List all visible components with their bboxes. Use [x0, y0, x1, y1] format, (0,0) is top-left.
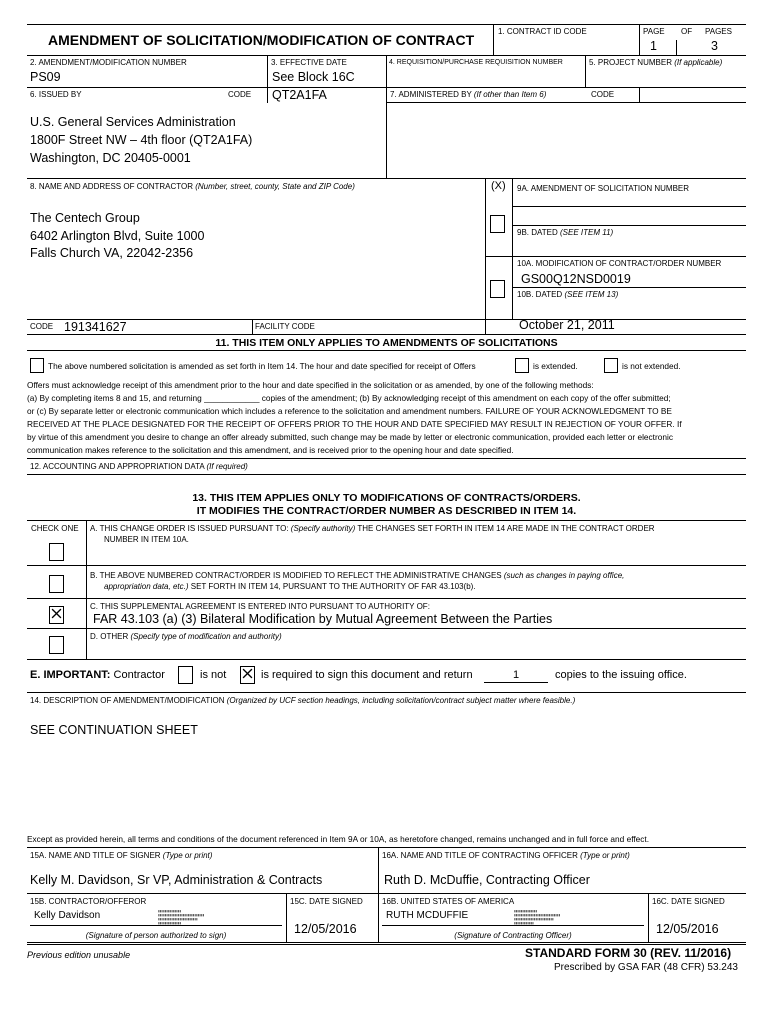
date-signed-16c-label: 16C. DATE SIGNED	[652, 897, 725, 906]
rule	[512, 225, 746, 226]
rule	[386, 55, 387, 178]
modification-number-label: 10A. MODIFICATION OF CONTRACT/ORDER NUMBER	[517, 259, 722, 268]
rule	[27, 334, 746, 335]
description-label: 14. DESCRIPTION OF AMENDMENT/MODIFICATION (Organized by UCF section headings, including solicitation/contract subject matter where feasible.)	[30, 696, 576, 705]
amendment-number-value: PS09	[30, 70, 61, 84]
usa-label: 16B. UNITED STATES OF AMERICA	[382, 897, 515, 906]
rule	[252, 319, 253, 334]
of-label: OF	[681, 27, 693, 36]
rule	[648, 893, 649, 943]
is-not-required-checkbox[interactable]	[178, 666, 193, 684]
item13a-text: A. THIS CHANGE ORDER IS ISSUED PURSUANT TO: (Specify authority) THE CHANGES SET FORTH IN ITEM 14 ARE MADE IN THE CONTRACT ORDER	[90, 524, 655, 533]
rule	[27, 659, 746, 660]
copies-suffix: copies to the issuing office.	[555, 669, 687, 681]
item13b-text-2: appropriation data, etc.) SET FORTH IN ITEM 14, PURSUANT TO THE AUTHORITY OF FAR 43.103(b).	[104, 582, 476, 591]
option-d-checkbox[interactable]	[49, 636, 64, 654]
is-required-checkbox[interactable]	[240, 666, 255, 684]
check-x-icon	[51, 608, 62, 619]
modification-checkbox[interactable]	[490, 280, 505, 298]
rule	[27, 565, 746, 566]
rule	[512, 287, 746, 288]
previous-edition-note: Previous edition unusable	[27, 950, 131, 960]
item13-heading: 13. THIS ITEM APPLIES ONLY TO MODIFICATIONS OF CONTRACTS/ORDERS.	[192, 492, 581, 504]
item11-line: communication makes reference to the solicitation and this amendment, and is received prior to the opening hour and date specified.	[27, 445, 514, 455]
modification-number-value: GS00Q12NSD0019	[521, 272, 631, 286]
rule	[639, 87, 640, 102]
rule	[27, 628, 746, 629]
rule	[27, 942, 746, 943]
date-signed-15c-value: 12/05/2016	[294, 922, 357, 936]
x-column-label: (X)	[491, 180, 506, 192]
facility-code-label: FACILITY CODE	[255, 322, 315, 331]
option-b-checkbox[interactable]	[49, 575, 64, 593]
officer-name-label: 16A. NAME AND TITLE OF CONTRACTING OFFICER (Type or print)	[382, 851, 630, 860]
prescribed-by: Prescribed by GSA FAR (48 CFR) 53.243	[554, 962, 738, 973]
item13b-text: B. THE ABOVE NUMBERED CONTRACT/ORDER IS MODIFIED TO REFLECT THE ADMINISTRATIVE CHANGES (such as changes in paying office,	[90, 571, 625, 580]
item11-heading: 11. THIS ITEM ONLY APPLIES TO AMENDMENTS OF SOLICITATIONS	[215, 337, 558, 349]
dated-10b-label: 10B. DATED (SEE ITEM 13)	[517, 290, 619, 299]
rule	[512, 206, 746, 207]
item13d-text: D. OTHER (Specify type of modification and authority)	[90, 632, 282, 641]
not-extended-checkbox[interactable]	[604, 358, 618, 373]
contractor-code-label: CODE	[30, 322, 54, 331]
rule	[585, 55, 586, 87]
item13c-value: FAR 43.103 (a) (3) Bilateral Modification by Mutual Agreement Between the Parties	[93, 612, 553, 626]
description-body: SEE CONTINUATION SHEET	[30, 723, 198, 737]
item11-line: Offers must acknowledge receipt of this amendment prior to the hour and date specified in the solicitation or as amended, by one of the following methods:	[27, 380, 594, 390]
is-required-label: is required to sign this document and return	[261, 669, 473, 681]
pages-total: 3	[711, 39, 718, 53]
check-x-icon	[242, 668, 253, 679]
item13c-text: C. THIS SUPPLEMENTAL AGREEMENT IS ENTERED INTO PURSUANT TO AUTHORITY OF:	[90, 602, 430, 611]
rule	[378, 847, 379, 943]
date-signed-16c-value: 12/05/2016	[656, 922, 719, 936]
issued-by-label: 6. ISSUED BY	[30, 90, 82, 99]
except-text: Except as provided herein, all terms and conditions of the document referenced in Item 9A or 10A, as heretofore changed, remains unchanged and in full force and effect.	[27, 834, 650, 844]
contractor-label: 8. NAME AND ADDRESS OF CONTRACTOR (Number, street, county, State and ZIP Code)	[30, 182, 355, 191]
administered-by-label: 7. ADMINISTERED BY (If other than Item 6)	[390, 90, 547, 99]
rule	[493, 24, 494, 55]
issued-code-label: CODE	[228, 90, 252, 99]
issuer-address-line: 1800F Street NW – 4th floor (QT2A1FA)	[30, 133, 253, 147]
effective-date-value: See Block 16C	[272, 70, 355, 84]
signature-line	[382, 925, 644, 926]
signature-caption: (Signature of person authorized to sign)	[85, 931, 227, 940]
rule	[27, 520, 746, 521]
rule	[27, 598, 746, 599]
dated-9b-label: 9B. DATED (SEE ITEM 11)	[517, 228, 614, 237]
extended-checkbox[interactable]	[515, 358, 529, 373]
rule	[485, 256, 746, 257]
date-signed-15c-label: 15C. DATE SIGNED	[290, 897, 363, 906]
officer-name-value: Ruth D. McDuffie, Contracting Officer	[384, 873, 590, 887]
requisition-label: 4. REQUISITION/PURCHASE REQUISITION NUMBER	[389, 59, 563, 66]
contractor-signature-name: Kelly Davidson	[34, 910, 101, 921]
amendment-checkbox[interactable]	[490, 215, 505, 233]
contractor-offeror-label: 15B. CONTRACTOR/OFFEROR	[30, 897, 147, 906]
is-not-label: is not	[200, 669, 227, 681]
rule	[27, 178, 746, 179]
item13-subheading: IT MODIFIES THE CONTRACT/ORDER NUMBER AS DESCRIBED IN ITEM 14.	[196, 505, 577, 517]
digital-signature-stamp: ▮▮▮▮▮▮▮▮▮▮▮▮▮▮ ▮▮▮▮▮▮▮▮▮▮▮▮▮▮▮▮▮▮▮▮▮▮▮▮▮▮▮▮ ▮▮▮▮▮▮▮▮▮▮▮▮▮▮▮▮▮▮▮▮▮▮▮▮ ▮▮▮▮▮▮▮▮▮▮▮▮	[514, 909, 561, 925]
contractor-address-line: The Centech Group	[30, 211, 140, 225]
rule	[27, 944, 746, 945]
rule	[27, 319, 746, 320]
effective-date-label: 3. EFFECTIVE DATE	[271, 58, 347, 67]
rule	[27, 350, 746, 351]
important-label-group: E. IMPORTANT: Contractor	[30, 669, 165, 681]
option-c-checkbox[interactable]	[49, 606, 64, 624]
rule	[485, 178, 486, 334]
rule	[386, 102, 746, 103]
signature-line	[30, 925, 282, 926]
officer-signature-caption: (Signature of Contracting Officer)	[454, 931, 572, 940]
rule	[267, 55, 268, 103]
rule	[27, 847, 746, 848]
amendment-number-label: 2. AMENDMENT/MODIFICATION NUMBER	[30, 58, 187, 67]
item11-line: The above numbered solicitation is amended as set forth in Item 14. The hour and date specified for receipt of Offers	[48, 361, 476, 371]
item11-line: or (c) By separate letter or electronic communication which includes a reference to the solicitation and amendment numbers. FAILURE OF YOUR ACKNOWLEDGMENT TO BE	[27, 406, 672, 416]
contractor-address-line: 6402 Arlington Blvd, Suite 1000	[30, 229, 205, 243]
item13a-text-2: NUMBER IN ITEM 10A.	[104, 535, 189, 544]
is-extended-label: is extended.	[533, 361, 578, 371]
amendment-solicitation-label: 9A. AMENDMENT OF SOLICITATION NUMBER	[517, 184, 690, 193]
signer-name-value: Kelly M. Davidson, Sr VP, Administration & Contracts	[30, 873, 323, 887]
rule	[27, 893, 746, 894]
page-label: PAGE	[643, 27, 665, 36]
signer-name-label: 15A. NAME AND TITLE OF SIGNER (Type or print)	[30, 851, 213, 860]
dated-10b-value: October 21, 2011	[519, 318, 615, 332]
issuer-address-line: U.S. General Services Administration	[30, 115, 236, 129]
page-number: 1	[650, 39, 657, 53]
issued-code-value: QT2A1FA	[272, 88, 327, 102]
pages-label: PAGES	[705, 27, 732, 36]
solicitation-amended-checkbox[interactable]	[30, 358, 44, 373]
item11-line: by virtue of this amendment you desire to change an offer already submitted, such change may be made by letter or electronic communication, provided each letter or electronic	[27, 432, 673, 442]
rule	[27, 692, 746, 693]
rule	[639, 24, 640, 55]
rule	[27, 458, 746, 459]
check-one-label: CHECK ONE	[31, 524, 79, 533]
rule	[286, 893, 287, 943]
officer-signature-name: RUTH MCDUFFIE	[386, 910, 469, 921]
contractor-code-value: 191341627	[64, 320, 127, 334]
item11-line: (a) By completing items 8 and 15, and returning ____________ copies of the amendment; (b) By acknowledging receipt of this amendment on each copy of the offer submitted;	[27, 393, 671, 403]
form-title: AMENDMENT OF SOLICITATION/MODIFICATION OF CONTRACT	[48, 32, 475, 48]
project-number-label: 5. PROJECT NUMBER (If applicable)	[589, 58, 723, 67]
digital-signature-stamp: ▮▮▮▮▮▮▮▮▮▮▮▮▮▮ ▮▮▮▮▮▮▮▮▮▮▮▮▮▮▮▮▮▮▮▮▮▮▮▮▮▮▮▮ ▮▮▮▮▮▮▮▮▮▮▮▮▮▮▮▮▮▮▮▮▮▮▮▮ ▮▮▮▮▮▮▮▮▮▮▮▮▮▮	[158, 909, 205, 925]
copies-value: 1	[484, 669, 548, 683]
rule	[512, 178, 513, 319]
accounting-label: 12. ACCOUNTING AND APPROPRIATION DATA (If required)	[30, 462, 248, 471]
administered-code-label: CODE	[591, 90, 615, 99]
is-not-extended-label: is not extended.	[622, 361, 681, 371]
rule	[676, 40, 677, 55]
rule	[86, 520, 87, 659]
rule	[27, 474, 746, 475]
option-a-checkbox[interactable]	[49, 543, 64, 561]
contractor-address-line: Falls Church VA, 22042-2356	[30, 246, 194, 260]
issuer-address-line: Washington, DC 20405-0001	[30, 151, 191, 165]
standard-form-title: STANDARD FORM 30 (REV. 11/2016)	[525, 946, 732, 960]
contract-id-label: 1. CONTRACT ID CODE	[498, 27, 587, 36]
item11-line: RECEIVED AT THE PLACE DESIGNATED FOR THE RECEIPT OF OFFERS PRIOR TO THE HOUR AND DATE SPECIFIED MAY RESULT IN REJECTION OF YOUR OFFER. If	[27, 419, 682, 429]
